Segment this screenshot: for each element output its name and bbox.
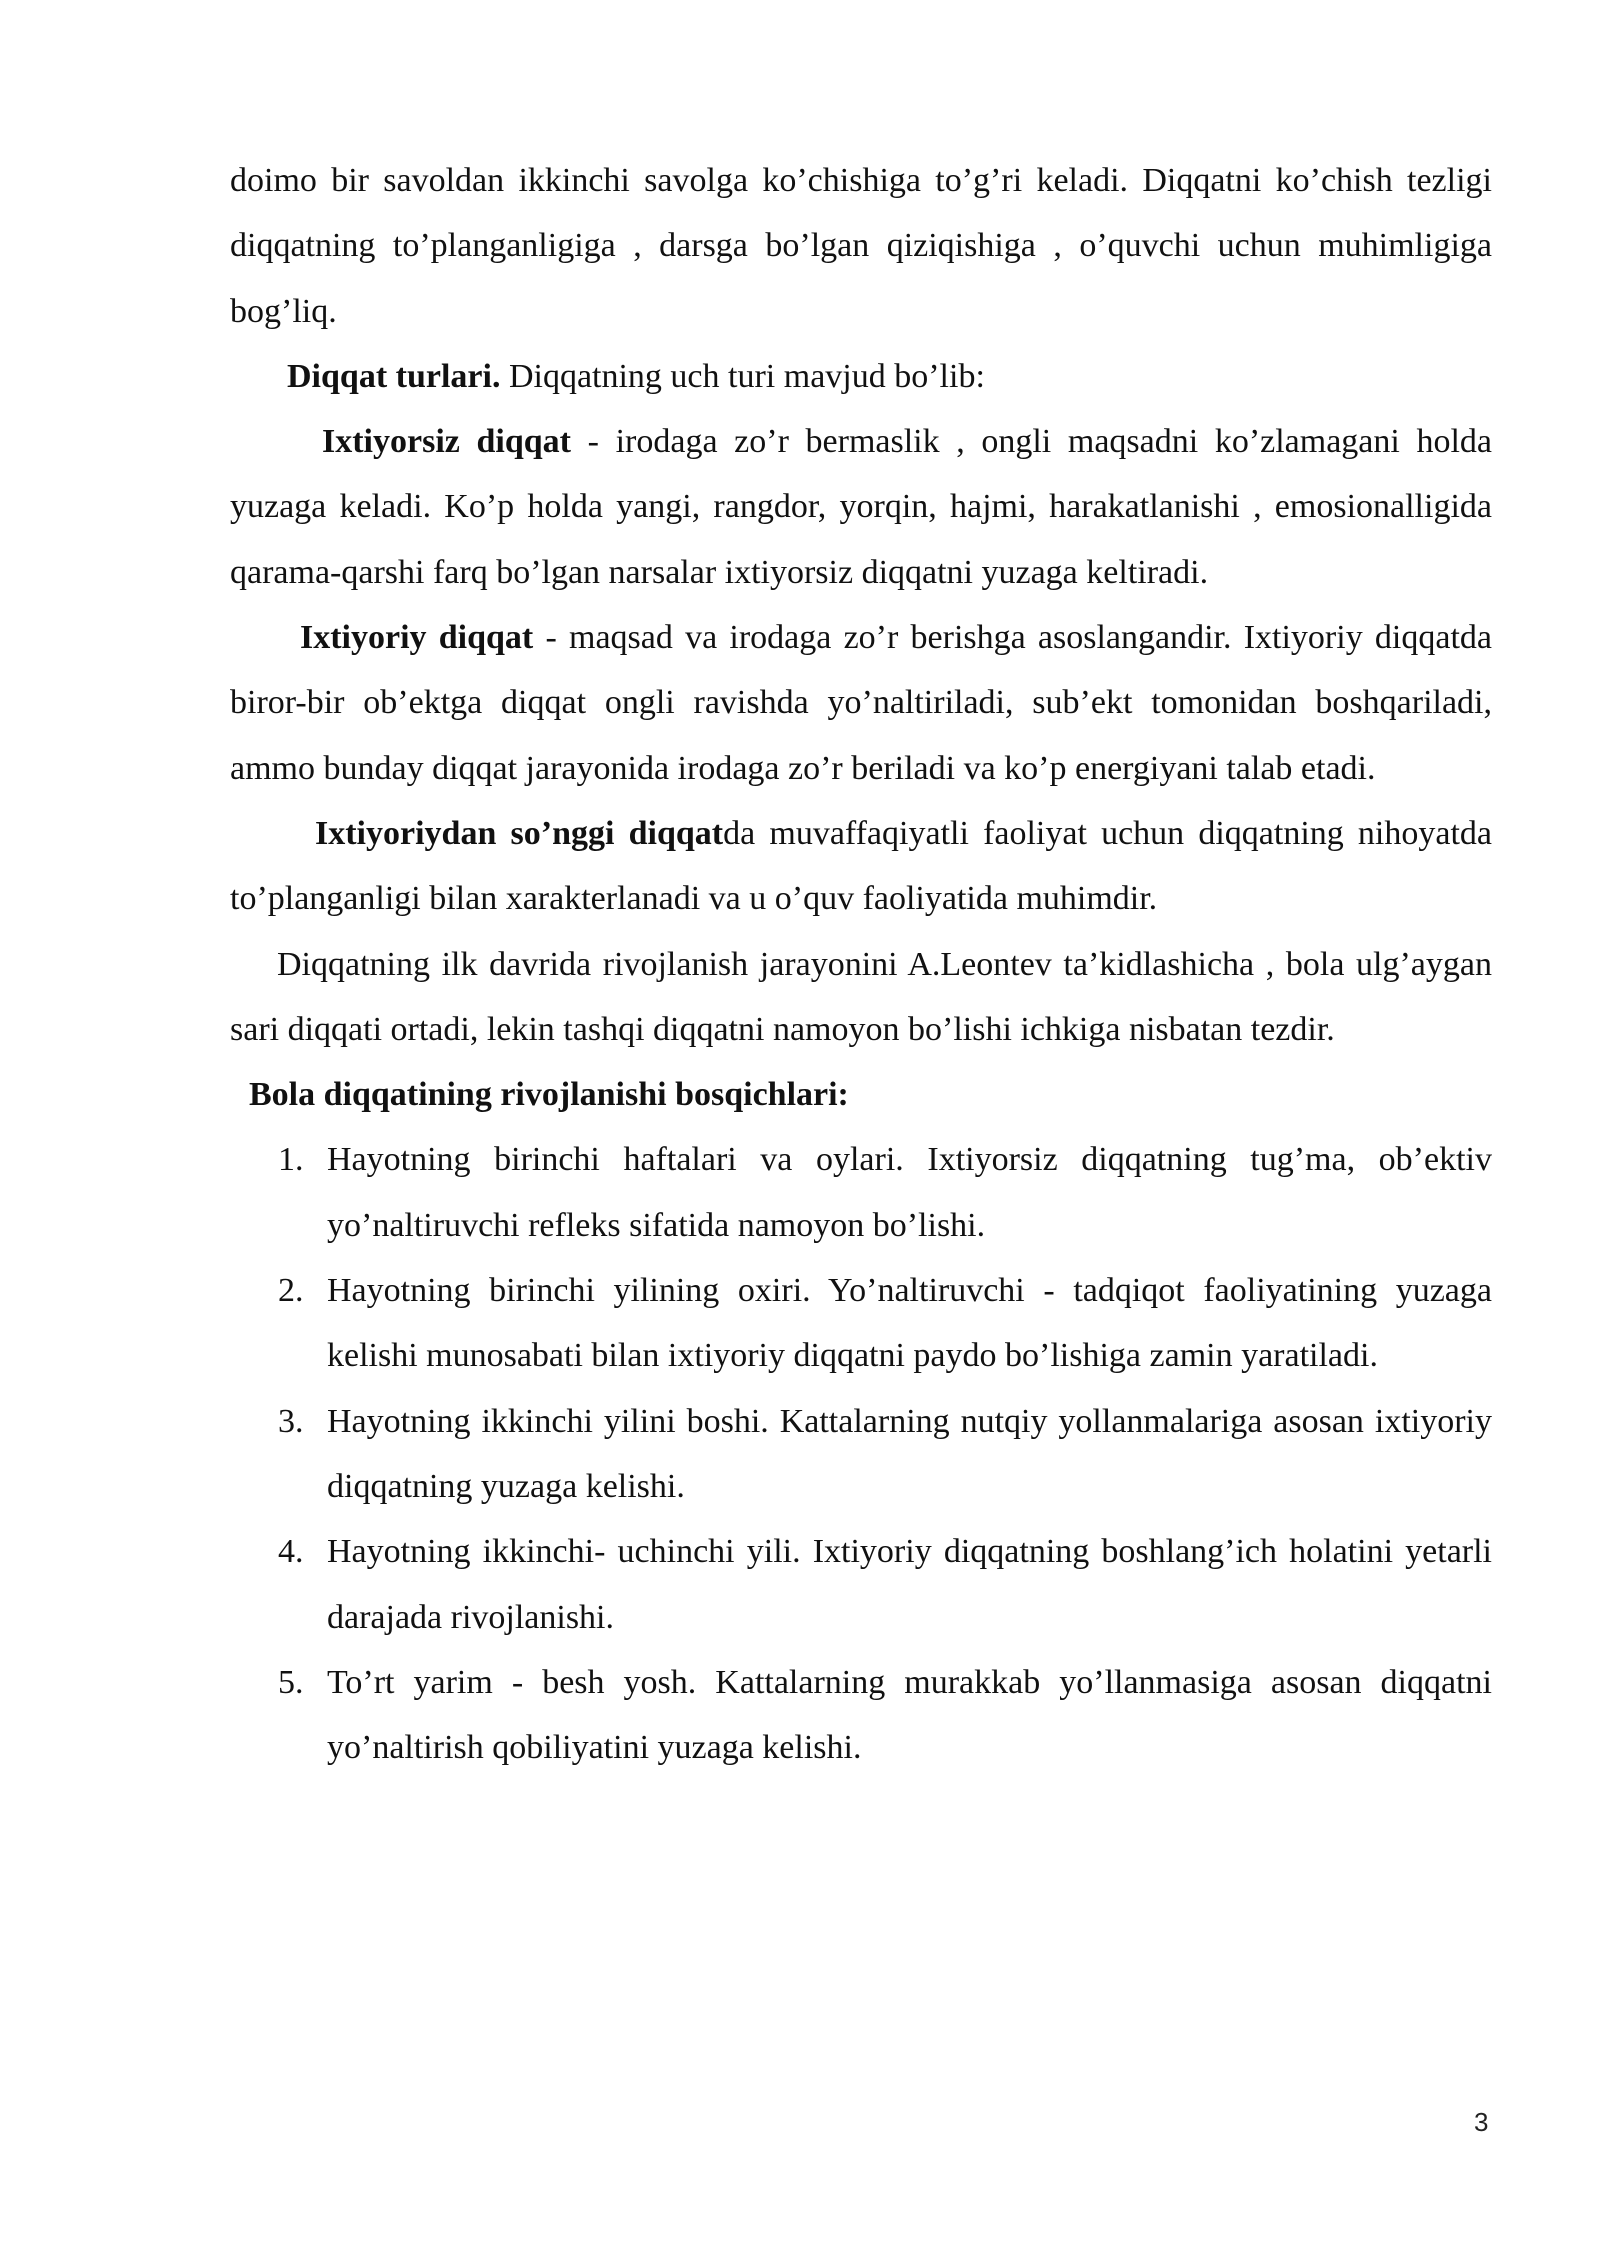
list-item-number: 3. xyxy=(278,1402,304,1440)
involuntary-attention-term: Ixtiyorsiz diqqat xyxy=(322,423,571,461)
list-item-number: 4. xyxy=(278,1533,304,1571)
paragraph-leontev: Diqqatning ilk davrida rivojlanish jarayonini A.Leontev ta’kidlashicha , bola ulg’aygan sari diqqati ortadi, lekin tashqi diqqatni namoyon bo’lishi ichkiga nisbatan tezdir. xyxy=(230,945,1492,1048)
list-item xyxy=(230,1258,1492,1389)
post-voluntary-attention-text: da muvaffaqiyatli faoliyat uchun diqqatning nihoyatda to’planganligi bilan xarakterlanadi va u o’quv faoliyatida muhimdir. xyxy=(230,814,1493,918)
list-item-text: Hayotning ikkinchi- uchinchi yili. Ixtiyoriy diqqatning boshlang’ich holatini yetarli darajada rivojlanishi. xyxy=(327,1533,1492,1636)
paragraph-voluntary-attention xyxy=(230,605,1492,801)
list-item xyxy=(230,1519,1492,1650)
stages-heading: Bola diqqatining rivojlanishi bosqichlari: xyxy=(249,1076,849,1114)
document-page xyxy=(230,148,1492,1780)
involuntary-attention-text: - irodaga zo’r bermaslik , ongli maqsadni ko’zlamagani holda yuzaga keladi. Ko’p holda yangi, rangdor, yorqin, hajmi, harakatlanishi , emosionalligida qarama-qarshi farq bo’lgan narsalar ixtiyorsiz diqqatni yuzaga keltiradi. xyxy=(230,423,1493,591)
list-item xyxy=(230,1650,1492,1781)
voluntary-attention-term: Ixtiyoriy diqqat xyxy=(300,619,534,657)
paragraph-attention-types xyxy=(230,344,1492,409)
list-item-text: To’rt yarim - besh yosh. Kattalarning murakkab yo’llanmasiga asosan diqqatni yo’naltirish qobiliyatini yuzaga kelishi. xyxy=(327,1663,1492,1767)
paragraph-involuntary-attention xyxy=(230,409,1492,605)
list-item-text: Hayotning ikkinchi yilini boshi. Kattalarning nutqiy yollanmalariga asosan ixtiyoriy diqqatning yuzaga kelishi. xyxy=(327,1402,1492,1505)
paragraph-post-voluntary-attention xyxy=(230,801,1492,932)
list-item xyxy=(230,1389,1492,1520)
voluntary-attention-text: - maqsad va irodaga zo’r berishga asoslangandir. Ixtiyoriy diqqatda biror-bir ob’ektga diqqat ongli ravishda yo’naltiriladi, sub’ekt tomonidan boshqariladi, ammo bunday diqqat jarayonida irodaga zo’r beriladi va ko’p energiyani talab etadi. xyxy=(230,619,1492,787)
stages-list xyxy=(230,1127,1492,1780)
list-item-number: 1. xyxy=(278,1141,304,1179)
post-voluntary-attention-term: Ixtiyoriydan so’nggi diqqat xyxy=(315,814,724,852)
attention-types-term: Diqqat turlari. xyxy=(287,357,501,395)
list-item-text: Hayotning birinchi haftalari va oylari. Ixtiyorsiz diqqatning tug’ma, ob’ektiv yo’naltiruvchi refleks sifatida namoyon bo’lishi. xyxy=(327,1141,1492,1244)
attention-types-text: Diqqatning uch turi mavjud bo’lib: xyxy=(500,357,985,395)
list-item-number: 2. xyxy=(278,1272,304,1310)
list-item-number: 5. xyxy=(278,1663,304,1701)
paragraph-attention-switching: doimo bir savoldan ikkinchi savolga ko’chishiga to’g’ri keladi. Diqqatni ko’chish tezligi diqqatning to’planganligiga , darsga bo’lgan qiziqishiga , o’quvchi uchun muhimligiga bog’liq. xyxy=(230,162,1492,330)
list-item-text: Hayotning birinchi yilining oxiri. Yo’naltiruvchi - tadqiqot faoliyatining yuzaga kelishi munosabati bilan ixtiyoriy diqqatni paydo bo’lishiga zamin yaratiladi. xyxy=(327,1272,1492,1375)
page-number: 3 xyxy=(1474,2107,1489,2137)
list-item xyxy=(230,1127,1492,1258)
